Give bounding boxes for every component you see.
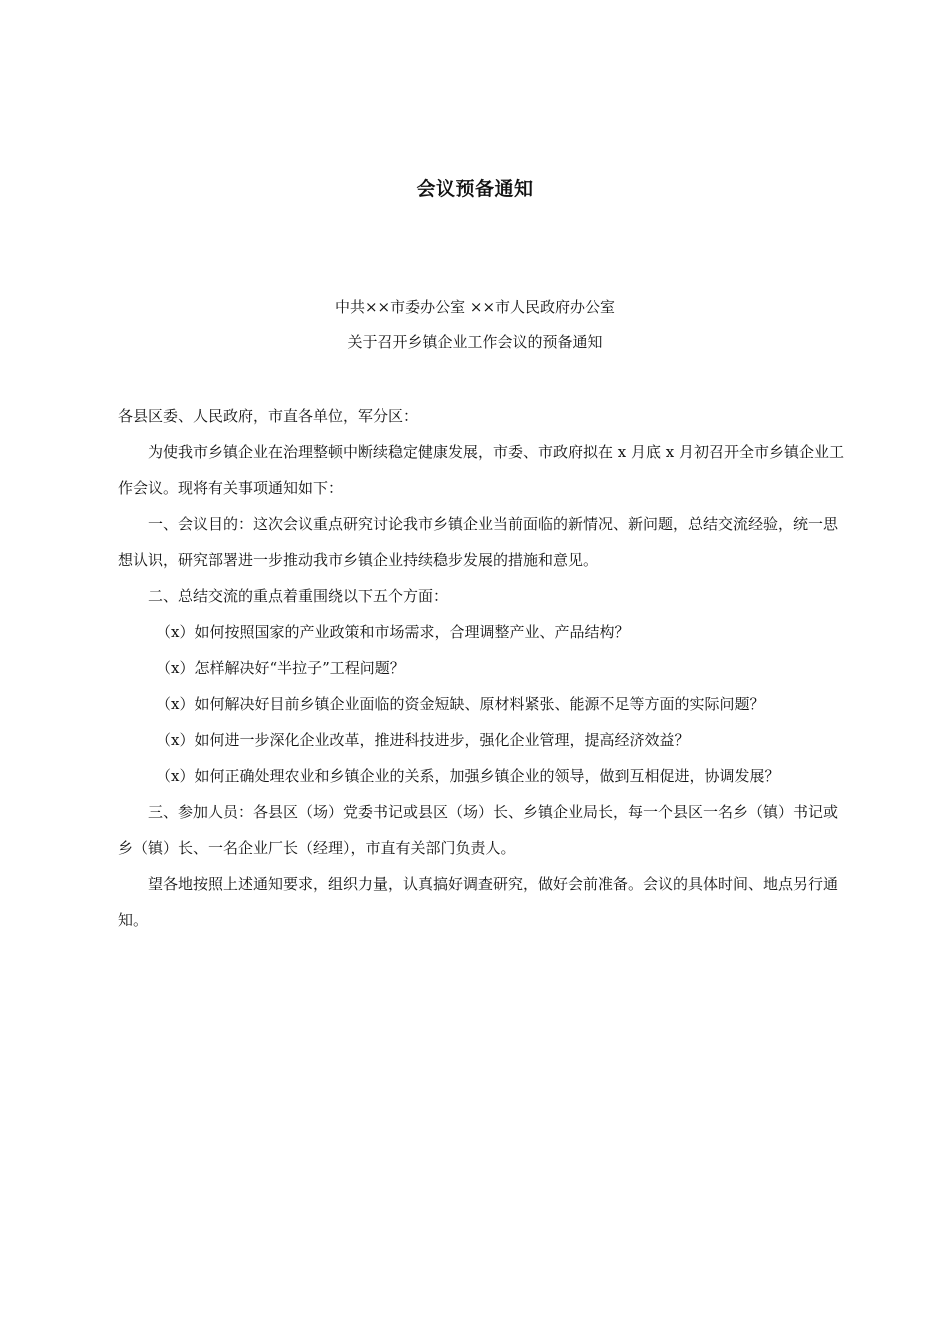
document-title: 会议预备通知 [416, 178, 534, 200]
section-focus-heading: 二、总结交流的重点着重围绕以下五个方面： [148, 587, 449, 605]
section-purpose: 一、会议目的：这次会议重点研究讨论我市乡镇企业当前面临的新情况、新问题，总结交流经验，统一思想认识，研究部署进一步推动我市乡镇企业持续稳步发展的措施和意见。 [118, 515, 839, 569]
intro-paragraph: 为使我市乡镇企业在治理整顿中断续稳定健康发展，市委、市政府拟在 x 月底 x 月初召开全市乡镇企业工作会议。现将有关事项通知如下： [118, 443, 844, 497]
section-participants: 三、参加人员：各县区（场）党委书记或县区（场）长、乡镇企业局长，每一个县区一名乡（镇）书记或乡（镇）长、一名企业厂长（经理），市直有关部门负责人。 [118, 803, 839, 857]
focus-item: （x）如何按照国家的产业政策和市场需求，合理调整产业、产品结构？ [156, 623, 630, 641]
document-body [118, 398, 848, 938]
salutation: 各县区委、人民政府，市直各单位，军分区： [118, 407, 419, 425]
focus-item: （x）如何解决好目前乡镇企业面临的资金短缺、原材料紧张、能源不足等方面的实际问题？ [156, 695, 765, 713]
focus-item: （x）如何进一步深化企业改革，推进科技进步，强化企业管理，提高经济效益？ [156, 731, 690, 749]
focus-item: （x）怎样解决好“半拉子”工程问题？ [156, 659, 405, 677]
issuer-line: 中共××市委办公室 ××市人民政府办公室 [334, 298, 616, 316]
notice-subject: 关于召开乡镇企业工作会议的预备通知 [347, 333, 603, 351]
focus-item: （x）如何正确处理农业和乡镇企业的关系，加强乡镇企业的领导，做到互相促进，协调发展？ [156, 767, 780, 785]
closing-paragraph: 望各地按照上述通知要求，组织力量，认真搞好调查研究，做好会前准备。会议的具体时间、地点另行通知。 [118, 875, 839, 929]
